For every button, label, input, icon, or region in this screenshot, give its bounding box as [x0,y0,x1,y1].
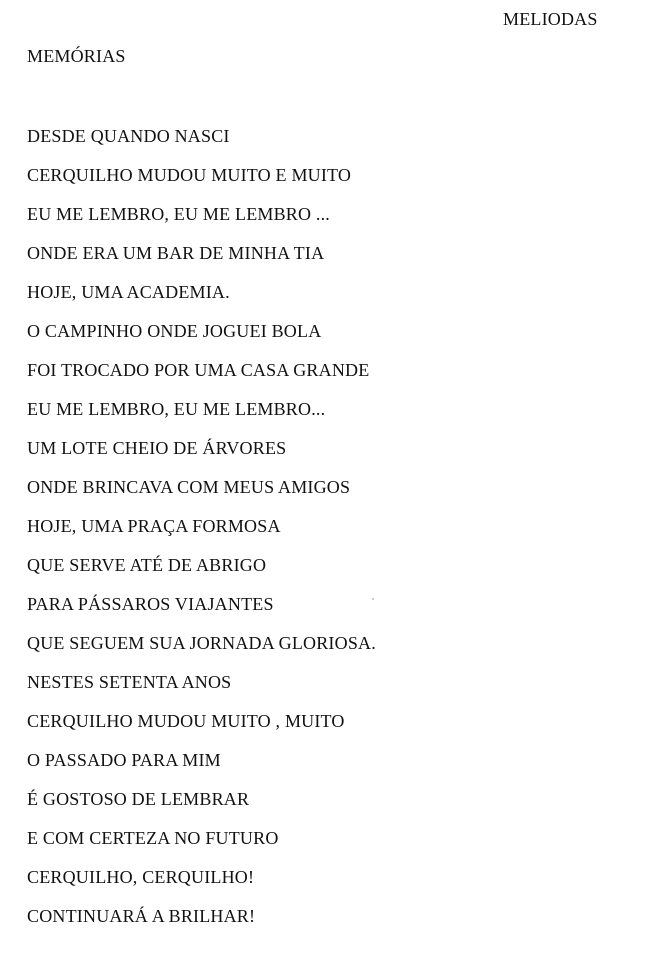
poem-line: UM LOTE CHEIO DE ÁRVORES [27,438,287,458]
poem-body [27,125,376,944]
poem-line: DESDE QUANDO NASCI [27,126,230,146]
poem-line: ONDE ERA UM BAR DE MINHA TIA [27,243,325,263]
poem-line: O CAMPINHO ONDE JOGUEI BOLA [27,321,322,341]
poem-line: HOJE, UMA ACADEMIA. [27,282,230,302]
poem-line: HOJE, UMA PRAÇA FORMOSA [27,516,281,536]
poem-line: CONTINUARÁ A BRILHAR! [27,906,256,926]
poem-line: É GOSTOSO DE LEMBRAR [27,789,250,809]
poem-line: CERQUILHO, CERQUILHO! [27,867,255,887]
poem-line: QUE SEGUEM SUA JORNADA GLORIOSA. [27,633,376,653]
poem-line: QUE SERVE ATÉ DE ABRIGO [27,555,267,575]
poem-title: MEMÓRIAS [27,46,126,66]
poem-line: FOI TROCADO POR UMA CASA GRANDE [27,360,370,380]
poem-line: CERQUILHO MUDOU MUITO E MUITO [27,165,352,185]
poem-line: EU ME LEMBRO, EU ME LEMBRO ... [27,204,330,224]
scan-speck [372,598,374,600]
poem-line: O PASSADO PARA MIM [27,750,221,770]
poem-line: E COM CERTEZA NO FUTURO [27,828,279,848]
poem-line: CERQUILHO MUDOU MUITO , MUITO [27,711,345,731]
author-name: MELIODAS [503,9,598,29]
poem-line: NESTES SETENTA ANOS [27,672,232,692]
poem-line: PARA PÁSSAROS VIAJANTES [27,594,274,614]
poem-line: ONDE BRINCAVA COM MEUS AMIGOS [27,477,351,497]
poem-line: EU ME LEMBRO, EU ME LEMBRO... [27,399,326,419]
